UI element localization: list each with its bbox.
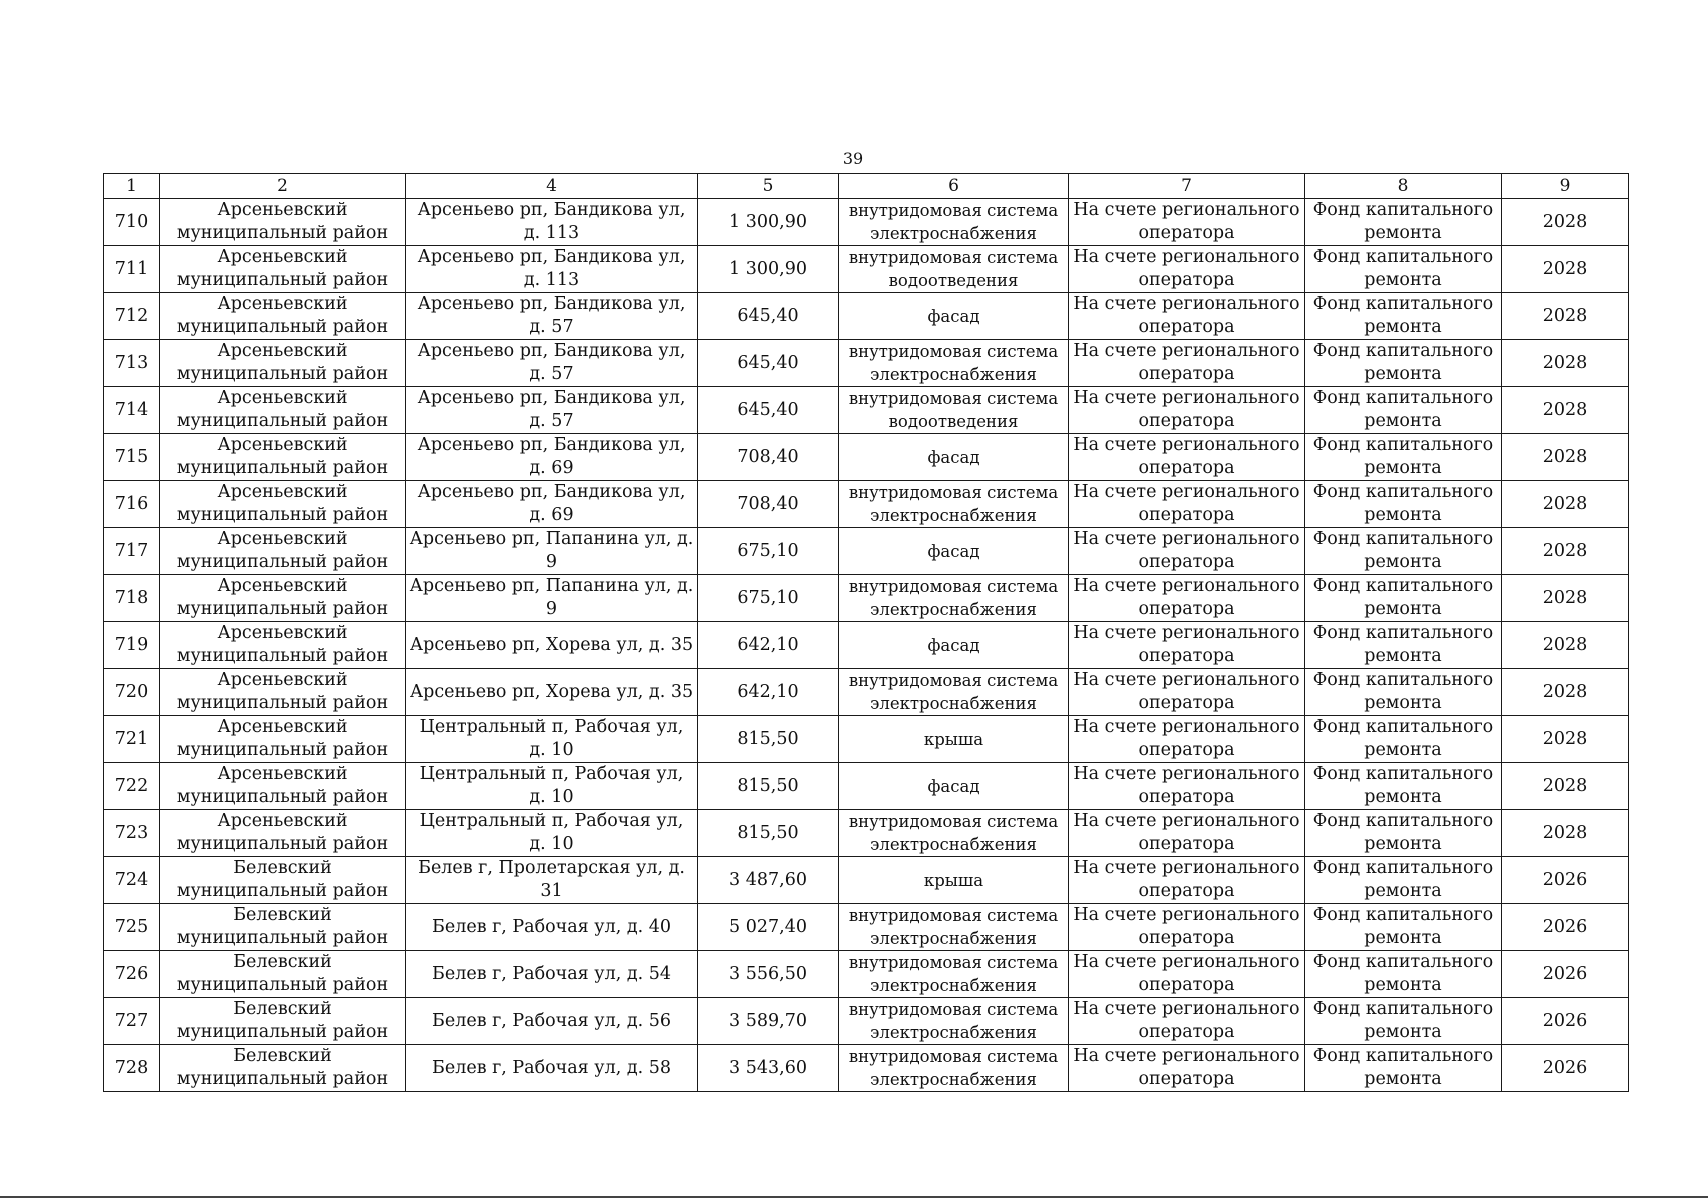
cell-work-type: фасад: [839, 622, 1069, 669]
cell-row-number: 716: [104, 481, 160, 528]
cell-fund: Фонд капитального ремонта: [1305, 763, 1502, 810]
cell-address: Белев г, Рабочая ул, д. 56: [406, 998, 698, 1045]
header-cell-address: 4: [406, 174, 698, 199]
cell-work-type: внутридомовая система электроснабжения: [839, 951, 1069, 998]
cell-row-number: 719: [104, 622, 160, 669]
cell-row-number: 726: [104, 951, 160, 998]
cell-row-number: 713: [104, 340, 160, 387]
cell-district: Арсеньевский муниципальный район: [160, 434, 406, 481]
cell-fund: Фонд капитального ремонта: [1305, 951, 1502, 998]
cell-work-type: фасад: [839, 763, 1069, 810]
cell-year: 2028: [1502, 481, 1629, 528]
cell-work-type: крыша: [839, 857, 1069, 904]
cell-account: На счете регионального оператора: [1069, 246, 1305, 293]
cell-district: Арсеньевский муниципальный район: [160, 293, 406, 340]
cell-fund: Фонд капитального ремонта: [1305, 199, 1502, 246]
cell-district: Арсеньевский муниципальный район: [160, 528, 406, 575]
cell-address: Арсеньево рп, Бандикова ул, д. 57: [406, 387, 698, 434]
cell-district: Арсеньевский муниципальный район: [160, 716, 406, 763]
cell-row-number: 715: [104, 434, 160, 481]
cell-address: Арсеньево рп, Бандикова ул, д. 57: [406, 340, 698, 387]
cell-area: 675,10: [698, 528, 839, 575]
cell-row-number: 712: [104, 293, 160, 340]
cell-work-type: фасад: [839, 434, 1069, 481]
cell-account: На счете регионального оператора: [1069, 528, 1305, 575]
cell-year: 2028: [1502, 669, 1629, 716]
cell-district: Арсеньевский муниципальный район: [160, 481, 406, 528]
cell-year: 2026: [1502, 998, 1629, 1045]
cell-account: На счете регионального оператора: [1069, 998, 1305, 1045]
repair-program-table: [103, 173, 1629, 1092]
cell-row-number: 722: [104, 763, 160, 810]
cell-area: 642,10: [698, 622, 839, 669]
cell-address: Белев г, Пролетарская ул, д. 31: [406, 857, 698, 904]
cell-account: На счете регионального оператора: [1069, 1045, 1305, 1092]
cell-year: 2026: [1502, 904, 1629, 951]
cell-area: 3 487,60: [698, 857, 839, 904]
cell-year: 2028: [1502, 716, 1629, 763]
cell-fund: Фонд капитального ремонта: [1305, 434, 1502, 481]
cell-district: Белевский муниципальный район: [160, 904, 406, 951]
cell-address: Арсеньево рп, Бандикова ул, д. 57: [406, 293, 698, 340]
cell-row-number: 725: [104, 904, 160, 951]
cell-area: 3 589,70: [698, 998, 839, 1045]
cell-area: 815,50: [698, 716, 839, 763]
cell-year: 2028: [1502, 575, 1629, 622]
table-row: [104, 434, 1629, 481]
table-row: [104, 481, 1629, 528]
cell-account: На счете регионального оператора: [1069, 387, 1305, 434]
header-cell-year: 9: [1502, 174, 1629, 199]
table-row: [104, 763, 1629, 810]
cell-row-number: 728: [104, 1045, 160, 1092]
cell-fund: Фонд капитального ремонта: [1305, 716, 1502, 763]
table-row: [104, 1045, 1629, 1092]
cell-fund: Фонд капитального ремонта: [1305, 998, 1502, 1045]
cell-work-type: фасад: [839, 293, 1069, 340]
cell-fund: Фонд капитального ремонта: [1305, 340, 1502, 387]
table-row: [104, 810, 1629, 857]
cell-year: 2028: [1502, 199, 1629, 246]
cell-year: 2026: [1502, 857, 1629, 904]
header-cell-number: 1: [104, 174, 160, 199]
cell-fund: Фонд капитального ремонта: [1305, 528, 1502, 575]
cell-work-type: внутридомовая система электроснабжения: [839, 481, 1069, 528]
cell-address: Арсеньево рп, Хорева ул, д. 35: [406, 622, 698, 669]
cell-address: Арсеньево рп, Бандикова ул, д. 113: [406, 246, 698, 293]
cell-fund: Фонд капитального ремонта: [1305, 293, 1502, 340]
cell-district: Арсеньевский муниципальный район: [160, 669, 406, 716]
cell-address: Центральный п, Рабочая ул, д. 10: [406, 716, 698, 763]
table-row: [104, 669, 1629, 716]
cell-address: Арсеньево рп, Папанина ул, д. 9: [406, 575, 698, 622]
table-row: [104, 387, 1629, 434]
table-row: [104, 622, 1629, 669]
cell-row-number: 718: [104, 575, 160, 622]
cell-fund: Фонд капитального ремонта: [1305, 1045, 1502, 1092]
cell-account: На счете регионального оператора: [1069, 340, 1305, 387]
cell-district: Арсеньевский муниципальный район: [160, 246, 406, 293]
cell-area: 5 027,40: [698, 904, 839, 951]
cell-year: 2026: [1502, 951, 1629, 998]
cell-area: 3 556,50: [698, 951, 839, 998]
cell-area: 645,40: [698, 387, 839, 434]
table-row: [104, 904, 1629, 951]
cell-work-type: внутридомовая система электроснабжения: [839, 669, 1069, 716]
cell-fund: Фонд капитального ремонта: [1305, 387, 1502, 434]
cell-fund: Фонд капитального ремонта: [1305, 622, 1502, 669]
cell-work-type: внутридомовая система электроснабжения: [839, 998, 1069, 1045]
cell-address: Арсеньево рп, Бандикова ул, д. 113: [406, 199, 698, 246]
header-cell-area: 5: [698, 174, 839, 199]
cell-district: Арсеньевский муниципальный район: [160, 810, 406, 857]
cell-fund: Фонд капитального ремонта: [1305, 904, 1502, 951]
cell-year: 2028: [1502, 763, 1629, 810]
cell-address: Центральный п, Рабочая ул, д. 10: [406, 810, 698, 857]
table-row: [104, 199, 1629, 246]
cell-address: Арсеньево рп, Бандикова ул, д. 69: [406, 481, 698, 528]
cell-year: 2028: [1502, 340, 1629, 387]
cell-year: 2028: [1502, 622, 1629, 669]
cell-work-type: внутридомовая система электроснабжения: [839, 340, 1069, 387]
cell-year: 2028: [1502, 810, 1629, 857]
cell-work-type: внутридомовая система электроснабжения: [839, 575, 1069, 622]
cell-row-number: 720: [104, 669, 160, 716]
cell-area: 642,10: [698, 669, 839, 716]
cell-address: Арсеньево рп, Папанина ул, д. 9: [406, 528, 698, 575]
header-cell-account: 7: [1069, 174, 1305, 199]
cell-district: Арсеньевский муниципальный район: [160, 387, 406, 434]
page-number: 39: [842, 149, 864, 168]
cell-account: На счете регионального оператора: [1069, 669, 1305, 716]
cell-area: 815,50: [698, 810, 839, 857]
cell-address: Белев г, Рабочая ул, д. 54: [406, 951, 698, 998]
table-row: [104, 528, 1629, 575]
cell-row-number: 721: [104, 716, 160, 763]
cell-account: На счете регионального оператора: [1069, 763, 1305, 810]
table-row: [104, 246, 1629, 293]
cell-district: Белевский муниципальный район: [160, 1045, 406, 1092]
cell-account: На счете регионального оператора: [1069, 951, 1305, 998]
cell-address: Белев г, Рабочая ул, д. 58: [406, 1045, 698, 1092]
cell-row-number: 724: [104, 857, 160, 904]
cell-work-type: внутридомовая система водоотведения: [839, 387, 1069, 434]
cell-address: Центральный п, Рабочая ул, д. 10: [406, 763, 698, 810]
cell-row-number: 711: [104, 246, 160, 293]
cell-district: Белевский муниципальный район: [160, 998, 406, 1045]
cell-account: На счете регионального оператора: [1069, 481, 1305, 528]
cell-account: На счете регионального оператора: [1069, 622, 1305, 669]
cell-address: Арсеньево рп, Бандикова ул, д. 69: [406, 434, 698, 481]
table-body: [104, 199, 1629, 1092]
cell-fund: Фонд капитального ремонта: [1305, 857, 1502, 904]
cell-area: 645,40: [698, 293, 839, 340]
cell-fund: Фонд капитального ремонта: [1305, 246, 1502, 293]
cell-account: На счете регионального оператора: [1069, 434, 1305, 481]
cell-work-type: фасад: [839, 528, 1069, 575]
cell-account: На счете регионального оператора: [1069, 857, 1305, 904]
cell-work-type: внутридомовая система электроснабжения: [839, 810, 1069, 857]
header-cell-fund: 8: [1305, 174, 1502, 199]
table-row: [104, 998, 1629, 1045]
cell-row-number: 714: [104, 387, 160, 434]
table-row: [104, 293, 1629, 340]
header-cell-district: 2: [160, 174, 406, 199]
cell-row-number: 717: [104, 528, 160, 575]
cell-area: 815,50: [698, 763, 839, 810]
table-row: [104, 951, 1629, 998]
cell-address: Арсеньево рп, Хорева ул, д. 35: [406, 669, 698, 716]
cell-account: На счете регионального оператора: [1069, 904, 1305, 951]
cell-fund: Фонд капитального ремонта: [1305, 810, 1502, 857]
cell-address: Белев г, Рабочая ул, д. 40: [406, 904, 698, 951]
cell-fund: Фонд капитального ремонта: [1305, 481, 1502, 528]
header-cell-work-type: 6: [839, 174, 1069, 199]
cell-account: На счете регионального оператора: [1069, 716, 1305, 763]
cell-row-number: 723: [104, 810, 160, 857]
table-row: [104, 857, 1629, 904]
cell-year: 2028: [1502, 246, 1629, 293]
cell-area: 675,10: [698, 575, 839, 622]
cell-account: На счете регионального оператора: [1069, 575, 1305, 622]
cell-year: 2026: [1502, 1045, 1629, 1092]
cell-fund: Фонд капитального ремонта: [1305, 669, 1502, 716]
cell-year: 2028: [1502, 434, 1629, 481]
cell-area: 645,40: [698, 340, 839, 387]
cell-area: 3 543,60: [698, 1045, 839, 1092]
cell-year: 2028: [1502, 387, 1629, 434]
cell-district: Арсеньевский муниципальный район: [160, 340, 406, 387]
cell-work-type: крыша: [839, 716, 1069, 763]
cell-area: 708,40: [698, 434, 839, 481]
cell-district: Арсеньевский муниципальный район: [160, 575, 406, 622]
header-row: [104, 174, 1629, 199]
page-bottom-divider: [0, 1196, 1708, 1198]
cell-year: 2028: [1502, 528, 1629, 575]
cell-area: 1 300,90: [698, 199, 839, 246]
cell-district: Белевский муниципальный район: [160, 857, 406, 904]
cell-area: 708,40: [698, 481, 839, 528]
cell-row-number: 727: [104, 998, 160, 1045]
cell-fund: Фонд капитального ремонта: [1305, 575, 1502, 622]
cell-district: Белевский муниципальный район: [160, 951, 406, 998]
table-row: [104, 716, 1629, 763]
table-header: [104, 174, 1629, 199]
cell-work-type: внутридомовая система электроснабжения: [839, 1045, 1069, 1092]
cell-row-number: 710: [104, 199, 160, 246]
cell-district: Арсеньевский муниципальный район: [160, 622, 406, 669]
cell-account: На счете регионального оператора: [1069, 293, 1305, 340]
cell-district: Арсеньевский муниципальный район: [160, 199, 406, 246]
cell-work-type: внутридомовая система электроснабжения: [839, 904, 1069, 951]
cell-account: На счете регионального оператора: [1069, 810, 1305, 857]
cell-year: 2028: [1502, 293, 1629, 340]
table-row: [104, 340, 1629, 387]
cell-work-type: внутридомовая система водоотведения: [839, 246, 1069, 293]
cell-work-type: внутридомовая система электроснабжения: [839, 199, 1069, 246]
cell-account: На счете регионального оператора: [1069, 199, 1305, 246]
table-row: [104, 575, 1629, 622]
cell-district: Арсеньевский муниципальный район: [160, 763, 406, 810]
cell-area: 1 300,90: [698, 246, 839, 293]
